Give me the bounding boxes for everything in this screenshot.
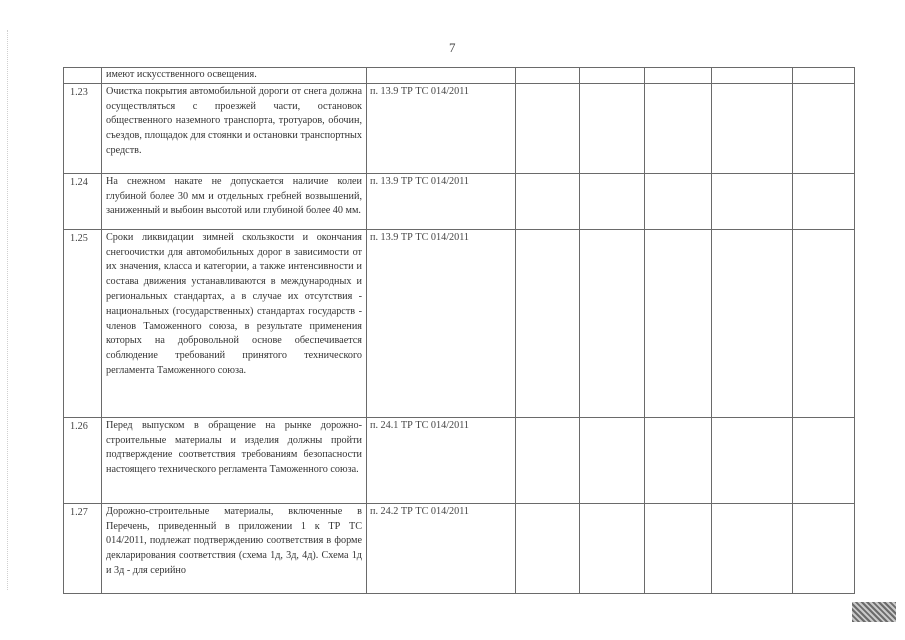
page-number: 7	[449, 40, 456, 55]
table-row	[64, 229, 855, 417]
requirement-text: Перед выпуском в обращение на рынке дорожно-строительные материалы и изделия должны пройти подтверждение соответствия требованиям безопасности настоящего технического регламента Таможенного союза.	[102, 417, 367, 503]
reference-cell: п. 13.9 ТР ТС 014/2011	[367, 229, 516, 417]
compliance-table	[63, 67, 855, 594]
table-row	[64, 83, 855, 173]
row-number: 1.25	[64, 229, 102, 417]
row-number: 1.23	[64, 83, 102, 173]
requirement-text: На снежном накате не допускается наличие колеи глубиной более 30 мм и отдельных гребней возвышений, заниженный и выбоин высотой или глубиной более 40 мм.	[102, 173, 367, 229]
row-number: 1.24	[64, 173, 102, 229]
table-row	[64, 417, 855, 503]
continuation-text: имеют искусственного освещения.	[102, 68, 367, 84]
requirement-text: Сроки ликвидации зимней скользкости и окончания снегоочистки для автомобильных дорог в зависимости от их значения, класса и категории, а также интенсивности и состава движения устанавливаются в международных и региональных стандартах, а в случае их отсутствия - национальных (государственных) стандартах государств - членов Таможенного союза, в результате применения которых на добровольной основе обеспечивается соблюдение требований принятого технического регламента Таможенного союза.	[102, 229, 367, 417]
row-number: 1.26	[64, 417, 102, 503]
reference-cell: п. 24.2 ТР ТС 014/2011	[367, 503, 516, 593]
reference-cell: п. 13.9 ТР ТС 014/2011	[367, 83, 516, 173]
reference-cell: п. 13.9 ТР ТС 014/2011	[367, 173, 516, 229]
scan-margin-line	[7, 30, 9, 590]
scan-corner-mark	[852, 602, 896, 622]
reference-cell: п. 24.1 ТР ТС 014/2011	[367, 417, 516, 503]
table-row	[64, 173, 855, 229]
row-number: 1.27	[64, 503, 102, 593]
requirement-text: Дорожно-строительные материалы, включенные в Перечень, приведенный в приложении 1 к ТР ТС 014/2011, подлежат подтверждению соответствия в форме декларирования соответствия (схема 1д, 3д, 4д). Схема 1д и 3д - для серийно	[102, 503, 367, 593]
table-row	[64, 68, 855, 84]
requirement-text: Очистка покрытия автомобильной дороги от снега должна осуществляться с проезжей части, остановок общественного наземного транспорта, тротуаров, обочин, съездов, площадок для стоянки и остановки транспортных средств.	[102, 83, 367, 173]
table-row	[64, 503, 855, 593]
